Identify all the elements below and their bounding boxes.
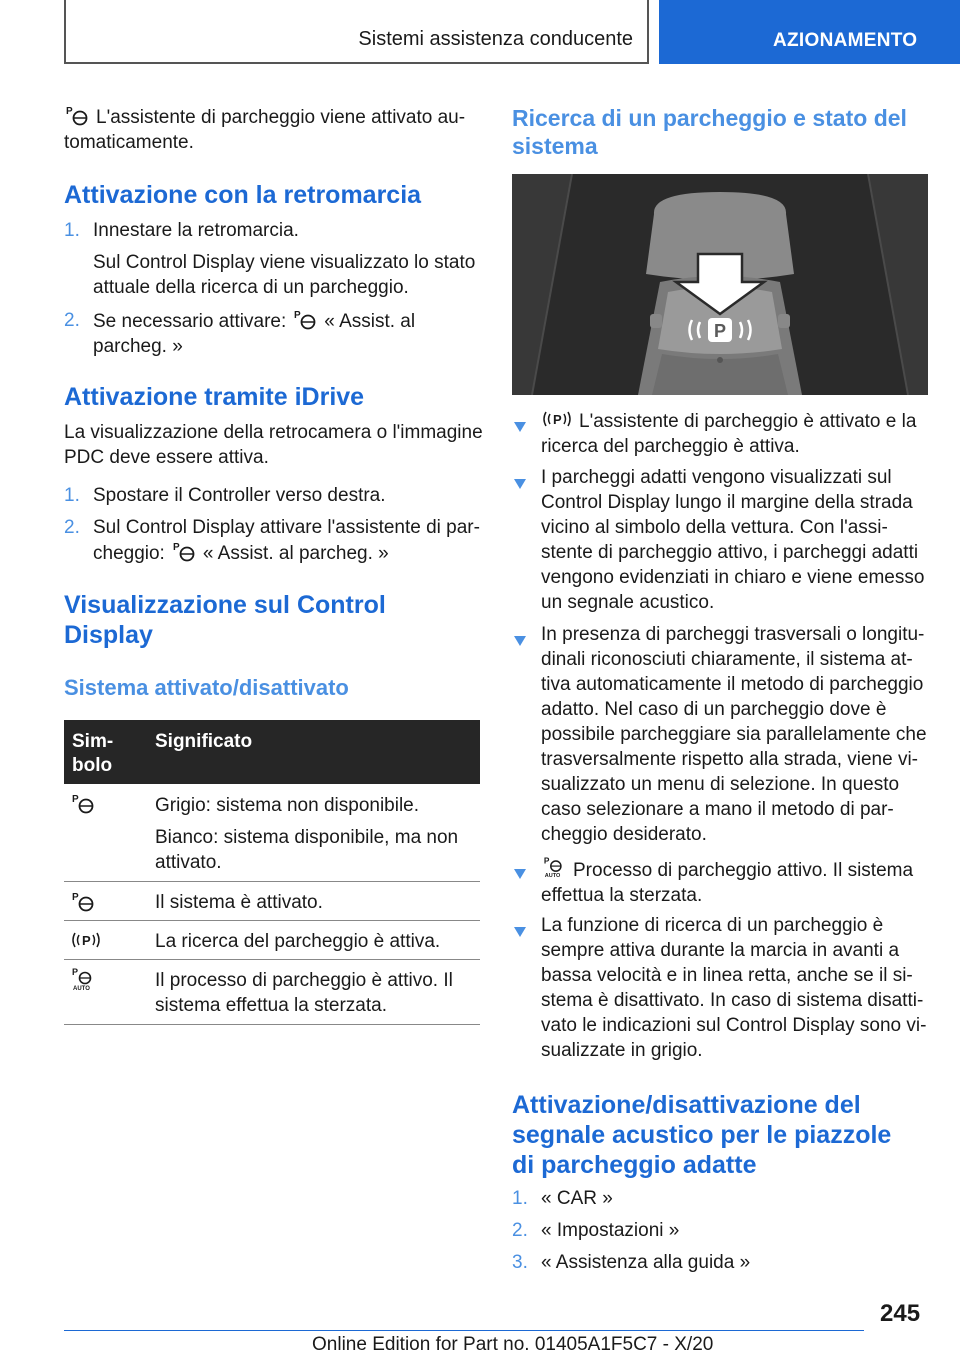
bullet-5 [541,913,926,1063]
retro-step-2-menu: « Assist. al [324,311,416,332]
park-assist-icon-letter: P [66,106,73,117]
table-divider [64,920,480,921]
menu-step-driving-assistance: « Assistenza alla guida » [541,1252,751,1273]
retro-step-2 [93,308,415,359]
step-number: 2. [512,1220,528,1241]
parking-display-graphic [512,174,928,395]
bullet-3-l1: In presenza di parcheggi trasversali o longitu- [541,624,925,645]
heading-idrive: Attivazione tramite iDrive [64,383,365,411]
bullet-3-l2: dinali riconosciuti chiaramente, il sistema at- [541,649,913,670]
park-assist-icon-letter: P [72,892,79,903]
retro-detail-line-2: attuale della ricerca di un parcheggio. [93,277,409,298]
bullet-2-l5: vengono evidenziati in chiaro e viene emesso [541,567,925,588]
table-row-1-white-l1: Bianco: sistema disponibile, ma non [155,827,459,848]
idrive-paragraph-line-1: La visualizzazione della retrocamera o l'immagine [64,422,483,443]
park-assist-icon-letter: P [72,794,79,805]
bullet-5-l1: La funzione di ricerca di un parcheggio è [541,915,884,936]
table-divider [64,1024,480,1025]
park-assist-icon-auto: AUTO [544,873,561,879]
step-number: 1. [64,220,80,241]
bullet-triangle [514,927,526,937]
table-row-3: La ricerca del parcheggio è attiva. [155,931,441,952]
idrive-step-2-line-2: cheggio: [93,543,165,564]
table-row-1-white-l2: attivato. [155,852,222,873]
table-header-symbol-l2: bolo [72,755,113,776]
bullet-2-l6: un segnale acustico. [541,592,715,613]
park-assist-icon-letter: P [543,855,550,866]
heading-reverse-gear: Attivazione con la retromarcia [64,181,422,209]
retro-step-1: Innestare la retromarcia. [93,220,299,241]
bullet-5-l4: stema è disattivato. In caso di sistema disatti- [541,990,924,1011]
bullet-3-l5: possibile parcheggiare sia parallelamente che [541,724,927,745]
page-number: 245 [880,1300,921,1327]
heading-acoustic-l1: Attivazione/disattivazione del [512,1091,861,1119]
bullet-1 [541,408,916,459]
idrive-step-2 [93,515,480,566]
park-assist-icon [292,308,318,330]
bullet-4-l2: effettua la sterzata. [541,885,703,906]
step-number: 2. [64,310,80,331]
parking-search-icon-letter: P [553,412,562,427]
park-assist-icon-letter: P [294,310,301,321]
table-header [64,720,480,784]
table-row-1-grey: Grigio: sistema non disponibile. [155,795,420,816]
table-header-symbol-l1: Sim- [72,731,114,752]
intro-paragraph [64,104,465,155]
park-assist-icon-letter: P [72,967,79,977]
table-header-symbol [72,730,134,778]
idrive-step-2-menu: « Assist. al parcheg. » [202,543,389,564]
parking-search-icon-letter: P [82,933,91,948]
header-chapter-tab [659,0,960,64]
bullet-2-l4: stente di parcheggio attivo, i parcheggi adatti [541,542,919,563]
idrive-paragraph-line-2: PDC deve essere attiva. [64,447,269,468]
bullet-1-l1: L'assistente di parcheggio è attivato e la [579,411,917,432]
step-number: 3. [512,1252,528,1273]
bullet-3-l3: tiva automaticamente il metodo di parcheggio [541,674,924,695]
idrive-step-1: Spostare il Controller verso destra. [93,485,386,506]
heading-parking-search [512,104,907,160]
heading-acoustic-l3: di parcheggio adatte [512,1151,757,1179]
heading-acoustic-l2: segnale acustico per le piazzole [512,1121,892,1149]
header-section-title: Sistemi assistenza conducente [358,28,633,50]
bullet-3-l6: trasversalmente rispetto alla strada, viene vi- [541,749,918,770]
menu-step-settings: « Impostazioni » [541,1220,680,1241]
bullet-5-l3: bassa velocità e in linea retta, anche se il si- [541,965,913,986]
bullet-triangle [514,636,526,646]
footer-divider [64,1330,864,1331]
heading-visualization [64,590,386,650]
step-number: 1. [64,485,80,506]
park-assist-icon [171,540,197,562]
bullet-5-l5: vato le indicazioni sul Control Display sono vi- [541,1015,927,1036]
bullet-3-l4: adatto. Nel caso di un parcheggio dove è [541,699,887,720]
bullet-4 [541,855,913,908]
bullet-triangle [514,869,526,879]
table-row-4-l2: sistema effettua la sterzata. [155,995,387,1016]
display-parking-letter: P [714,321,727,341]
bullet-triangle [514,479,526,489]
table-row-1-white [155,825,458,875]
parking-search-icon [541,408,573,430]
bullet-triangle [514,422,526,432]
park-assist-auto-icon [541,855,567,879]
footer-edition: Online Edition for Part no. 01405A1F5C7 - X/20 [312,1334,714,1355]
table-divider [64,881,480,882]
idrive-paragraph [64,420,483,470]
idrive-step-2-line-1: Sul Control Display attivare l'assistente di par- [93,517,480,538]
retro-step-2-menu-end: parcheg. » [93,336,183,357]
bullet-1-l2: ricerca del parcheggio è attiva. [541,436,800,457]
heading-system-state: Sistema attivato/disattivato [64,675,349,700]
bullet-2 [541,465,924,615]
park-assist-active-icon [70,890,96,912]
bullet-3-l9: cheggio desiderato. [541,824,707,845]
bullet-2-l2: Control Display lungo il margine della strada [541,492,913,513]
park-assist-auto-icon [70,966,96,992]
retro-step-1-detail [93,250,475,300]
table-row-4-l1: Il processo di parcheggio è attivo. Il [155,970,453,991]
bullet-5-l2: sempre attiva durante la marcia in avanti a [541,940,900,961]
park-assist-icon [64,104,90,126]
bullet-3 [541,622,927,847]
table-row-2: Il sistema è attivato. [155,892,323,913]
heading-parking-search-l2: sistema [512,133,598,159]
intro-line-2: tomaticamente. [64,132,194,153]
bullet-5-l6: sualizzate in grigio. [541,1040,703,1061]
header-chapter-title: AZIONAMENTO [773,30,918,51]
menu-step-car: « CAR » [541,1188,613,1209]
park-assist-icon-auto: AUTO [73,986,90,992]
bullet-2-l1: I parcheggi adatti vengono visualizzati sul [541,467,892,488]
heading-visualization-line-2: Display [64,621,153,649]
bullet-4-l1: Processo di parcheggio attivo. Il sistema [573,860,914,881]
parking-search-icon [70,929,102,951]
park-assist-icon-letter: P [172,542,180,553]
table-row-4 [155,968,453,1018]
heading-visualization-line-1: Visualizzazione sul Control [64,591,386,619]
control-display-illustration [512,174,928,395]
header-section-box [64,0,649,64]
retro-step-2-text: Se necessario attivare: [93,311,287,332]
park-assist-icon [70,792,96,814]
step-number: 1. [512,1188,528,1209]
step-number: 2. [64,517,80,538]
bullet-2-l3: vicino al simbolo della vettura. Con l'assi- [541,517,888,538]
intro-line-1: L'assistente di parcheggio viene attivato au- [96,107,466,128]
table-divider [64,959,480,960]
retro-detail-line-1: Sul Control Display viene visualizzato lo stato [93,252,476,273]
heading-acoustic-signal [512,1090,891,1180]
heading-parking-search-l1: Ricerca di un parcheggio e stato del [512,105,907,131]
bullet-3-l8: caso selezionare a mano il metodo di par- [541,799,894,820]
table-header-meaning: Significato [155,731,253,752]
bullet-3-l7: sualizzato un menu di selezione. In questo [541,774,900,795]
